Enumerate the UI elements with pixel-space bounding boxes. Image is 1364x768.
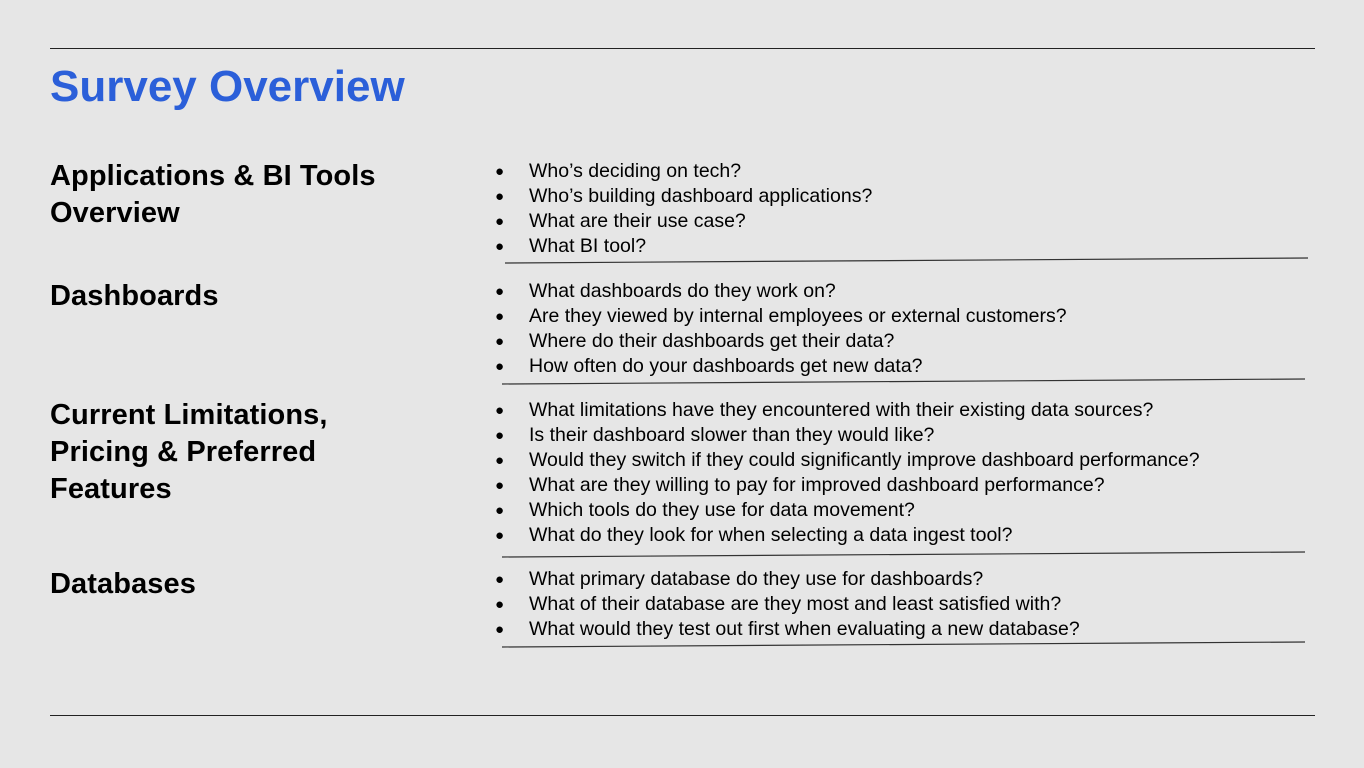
heading-line: Pricing & Preferred <box>50 436 317 468</box>
bullet-icon: ● <box>495 502 505 519</box>
bullet-icon: ● <box>495 527 505 544</box>
bullet-icon: ● <box>495 427 505 444</box>
bullet-icon: ● <box>495 477 505 494</box>
heading-line: Current Limitations, <box>50 399 328 431</box>
list-item: ● Would they switch if they could significantly improve dashboard performance? <box>495 449 1200 471</box>
bullet-icon: ● <box>495 333 505 350</box>
heading-line: Overview <box>50 197 180 229</box>
separator-line <box>502 379 1305 384</box>
bottom-rule <box>50 715 1315 716</box>
list-item: ● Who’s building dashboard applications? <box>495 185 873 207</box>
list-item: ● What limitations have they encountered with their existing data sources? <box>495 399 1154 421</box>
list-item: ● What would they test out first when evaluating a new database? <box>495 618 1080 640</box>
separator-line <box>505 258 1308 263</box>
bullet-icon: ● <box>495 621 505 638</box>
bullet-icon: ● <box>495 283 505 300</box>
bullet-icon: ● <box>495 213 505 230</box>
list-item: ● How often do your dashboards get new data? <box>495 355 923 377</box>
separator-line <box>502 642 1305 647</box>
list-item: ● What dashboards do they work on? <box>495 280 836 302</box>
heading-line: Dashboards <box>50 280 219 312</box>
heading-line: Applications & BI Tools <box>50 160 376 192</box>
bullet-icon: ● <box>495 358 505 375</box>
bullet-icon: ● <box>495 188 505 205</box>
bullet-icon: ● <box>495 571 505 588</box>
list-item: ● Is their dashboard slower than they would like? <box>495 424 935 446</box>
list-item: ● What are they willing to pay for improved dashboard performance? <box>495 474 1105 496</box>
bullet-icon: ● <box>495 163 505 180</box>
bullet-icon: ● <box>495 238 505 255</box>
list-item: ● What BI tool? <box>495 235 647 257</box>
bullet-icon: ● <box>495 308 505 325</box>
list-item: ● Where do their dashboards get their data? <box>495 330 895 352</box>
separator-line <box>502 552 1305 557</box>
heading-line: Features <box>50 473 172 505</box>
list-item: ● What of their database are they most and least satisfied with? <box>495 593 1062 615</box>
heading-line: Databases <box>50 568 196 600</box>
bullet-icon: ● <box>495 452 505 469</box>
slide-title: Survey Overview <box>50 62 405 111</box>
bullet-icon: ● <box>495 402 505 419</box>
list-item: ● Who’s deciding on tech? <box>495 160 742 182</box>
list-item: ● Which tools do they use for data movement? <box>495 499 915 521</box>
list-item: ● What are their use case? <box>495 210 746 232</box>
list-item: ● Are they viewed by internal employees or external customers? <box>495 305 1067 327</box>
list-item: ● What primary database do they use for dashboards? <box>495 568 984 590</box>
list-item: ● What do they look for when selecting a data ingest tool? <box>495 524 1013 546</box>
bullet-icon: ● <box>495 596 505 613</box>
